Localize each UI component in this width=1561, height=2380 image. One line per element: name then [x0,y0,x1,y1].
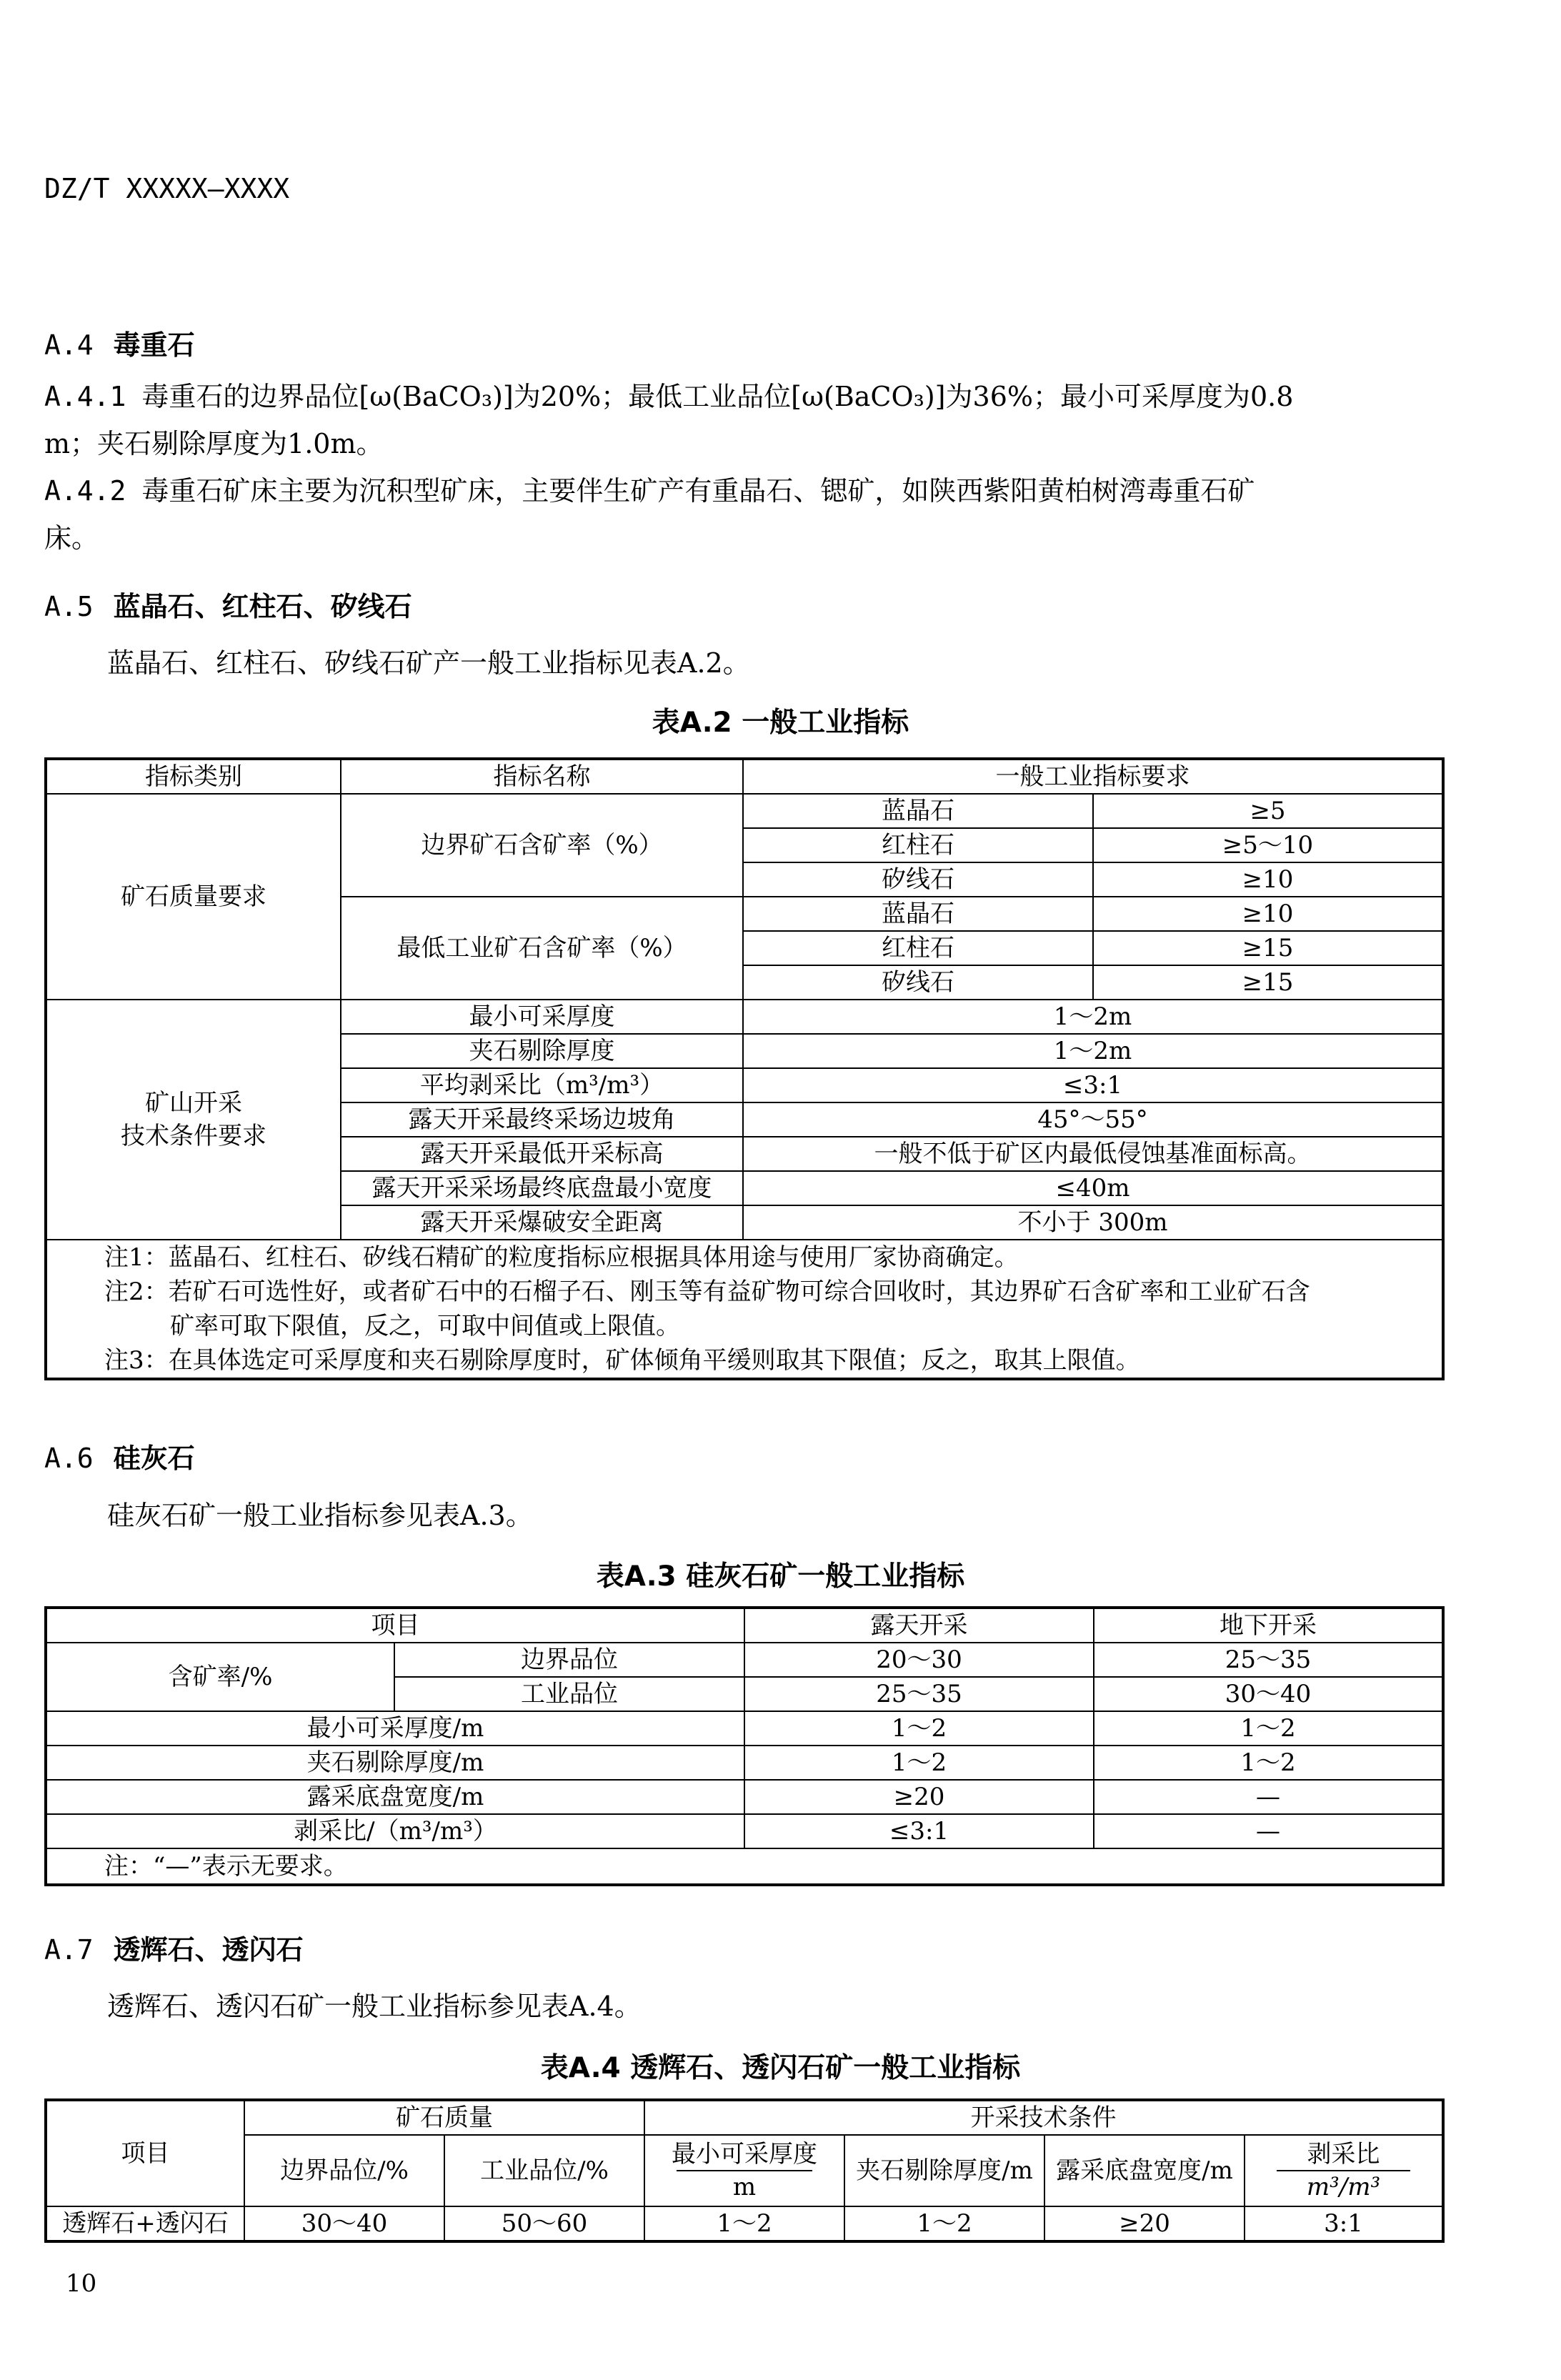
table-row: 最小可采厚度/m 1～2 1～2 [46,1711,1443,1746]
section-a7-heading: A.7 透辉石、透闪石 [44,1934,304,1966]
paragraph-a41: A.4.1 毒重石的边界品位[ω(BaCO₃)]为20%；最低工业品位[ω(BaCO₃)]为36%；最小可采厚度为0.8 m；夹石剔除厚度为1.0m。 [44,381,1294,459]
page-number: 10 [66,2269,97,2298]
table-row: 夹石剔除厚度/m 1～2 1～2 [46,1746,1443,1780]
name-cell: 最低工业矿石含矿率（%） [341,897,743,1000]
table-a2-caption: 表A.2 一般工业指标 [652,707,909,739]
section-a6-heading: A.6 硅灰石 [44,1443,195,1474]
table-row: 露采底盘宽度/m ≥20 — [46,1780,1443,1814]
paragraph-a6-intro: 硅灰石矿一般工业指标参见表A.3。 [107,1500,533,1531]
table-header: 项目 [46,1608,744,1643]
table-header: 地下开采 [1094,1608,1443,1643]
table-note: 注：“—”表示无要求。 [46,1848,1443,1885]
page-header: DZ/T XXXXX—XXXX [44,173,290,204]
paragraph-a42: A.4.2 毒重石矿床主要为沉积型矿床，主要伴生矿产有重晶石、锶矿，如陕西紫阳黄柏树湾毒重石矿 床。 [44,475,1255,554]
table-header: 项目 [46,2100,244,2206]
table-header: 指标类别 [46,759,341,794]
table-a3: 项目 露天开采 地下开采 含矿率/% 边界品位 20～30 25～35 工业品位 25～35 30～40 最小可采厚度/m 1～2 1～2 夹石剔除厚度/m 1～2 1～2 露采底盘宽度/m ≥20 — 剥采比/（m³/m³） ≤3:1 — 注：“—”表示无要求。 [44,1606,1445,1886]
table-header: 一般工业指标要求 [743,759,1443,794]
table-header: 露天开采 [744,1608,1094,1643]
section-title: 毒重石 [113,329,195,361]
name-cell: 边界矿石含矿率（%） [341,794,743,897]
category-cell: 矿山开采 技术条件要求 [46,1000,341,1240]
table-a4-caption: 表A.4 透辉石、透闪石矿一般工业指标 [540,2052,1021,2084]
section-a5-heading: A.5 蓝晶石、红柱石、矽线石 [44,591,412,622]
section-number: A.4 [44,329,94,361]
table-a2: 指标类别 指标名称 一般工业指标要求 矿石质量要求 边界矿石含矿率（%） 蓝晶石 ≥5 红柱石 ≥5～10 矽线石 ≥10 最低工业矿石含矿率（%） 蓝晶石 ≥10 红柱石 ≥15 矽线石 ≥15 矿山开采 技术条件要求 最小可采厚度 1～2m 夹石剔除厚度 1～2m 平均剥采比（m³/m³） ≤3:1 露天开采最终采场边坡角 45°～55° 露天开采最低开采标高 一般不低于矿区内最低侵蚀基准面标高。 露天开采采场最终底盘最小宽度 ≤40m 露天开采爆破安全距离 不小于 300m 注1：蓝晶石、红柱石、矽线石精矿的粒度指标应根据具体用途与使用厂家协商确定。 注2：若矿石可选性好，或者矿石中的石榴子石、刚玉等有益矿物可综合回收时，其边界矿石含矿率和工业矿石含 矿率可取下限值，反之，可取中间值或上限值。 注3：在具体选定可采厚度和夹石剔除厚度时，矿体倾角平缓则取其下限值；反之，取其上限值。 [44,757,1445,1380]
table-a3-caption: 表A.3 硅灰石矿一般工业指标 [596,1560,965,1593]
table-header: 矿石质量 [244,2100,644,2135]
table-a4: 项目 矿石质量 开采技术条件 边界品位/% 工业品位/% 最小可采厚度 m 夹石剔除厚度/m 露采底盘宽度/m 剥采比 m³/m³ 透辉石+透闪石 30～40 50～60 1～2 1～2 ≥20 3:1 [44,2098,1445,2243]
table-row: 透辉石+透闪石 30～40 50～60 1～2 1～2 ≥20 3:1 [46,2206,1443,2241]
table-header: 指标名称 [341,759,743,794]
section-a4-heading [44,323,195,362]
table-notes: 注1：蓝晶石、红柱石、矽线石精矿的粒度指标应根据具体用途与使用厂家协商确定。 注2：若矿石可选性好，或者矿石中的石榴子石、刚玉等有益矿物可综合回收时，其边界矿石含矿率和工业矿石含 矿率可取下限值，反之，可取中间值或上限值。 注3：在具体选定可采厚度和夹石剔除厚度时，矿体倾角平缓则取其下限值；反之，取其上限值。 [46,1240,1443,1379]
table-header: 开采技术条件 [644,2100,1443,2135]
paragraph-a7-intro: 透辉石、透闪石矿一般工业指标参见表A.4。 [107,1991,642,2022]
table-row: 剥采比/（m³/m³） ≤3:1 — [46,1814,1443,1848]
paragraph-a5-intro: 蓝晶石、红柱石、矽线石矿产一般工业指标见表A.2。 [107,647,750,679]
category-cell: 矿石质量要求 [46,794,341,1000]
